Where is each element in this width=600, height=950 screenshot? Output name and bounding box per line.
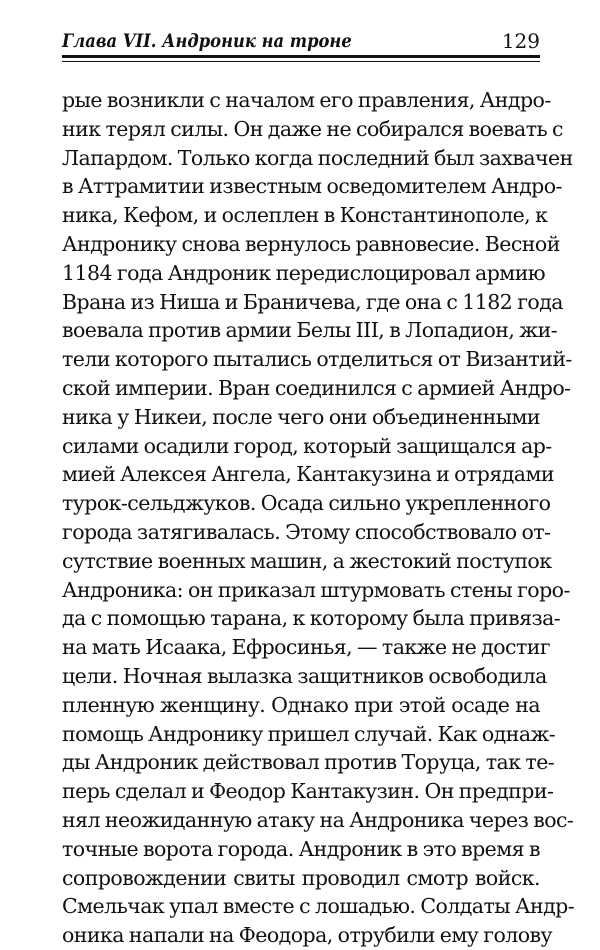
text-line: цели. Ночная вылазка защитников освободила	[62, 663, 547, 688]
text-line: Лапардом. Только когда последний был захвачен	[62, 145, 573, 170]
text-line: воевала против армии Белы III, в Лопадион, жи-	[62, 318, 558, 343]
text-line: нял неожиданную атаку на Андроника через вос-	[62, 807, 574, 832]
text-line: оника напали на Феодора, отрубили ему голову	[62, 923, 553, 948]
text-line: сутствие военных машин, а жестокий поступок	[62, 548, 552, 573]
text-line: турок-сельджуков. Осада сильно укрепленного	[62, 491, 551, 516]
text-line: в Аттрамитии известным осведомителем Андро-	[62, 174, 562, 199]
text-line: Врана из Ниша и Браничева, где она с 1182 года	[62, 289, 563, 314]
text-line: Смельчак упал вместе с лошадью. Солдаты Андр-	[62, 894, 575, 919]
text-line: пленную женщину. Однако при этой осаде на	[62, 692, 540, 717]
text-line: ник терял силы. Он даже не собирался воевать с	[62, 116, 563, 141]
text-line: мией Алексея Ангела, Кантакузина и отрядами	[62, 462, 554, 487]
text-line: точные ворота города. Андроник в это время в	[62, 836, 540, 861]
text-line: перь сделал и Феодор Кантакузин. Он предпри-	[62, 779, 554, 804]
running-head	[62, 28, 540, 54]
text-line: на мать Исаака, Ефросинья, — также не достиг	[62, 635, 551, 660]
text-line: 1184 года Андроник передислоцировал армию	[62, 260, 546, 285]
text-line: ды Андроник действовал против Торуца, так те-	[62, 750, 555, 775]
page-number: 129	[501, 29, 540, 53]
text-line: рые возникли с началом его правления, Андро-	[62, 88, 551, 112]
text-line: тели которого пытались отделиться от Византий-	[62, 347, 572, 372]
body-text	[62, 86, 575, 950]
text-line: да с помощью тарана, к которому была привяза-	[62, 606, 561, 631]
text-line: силами осадили город, который защищался ар-	[62, 433, 552, 458]
text-line: помощь Андронику пришел случай. Как однаж-	[62, 721, 556, 746]
text-line: ника у Никеи, после чего они объединенными	[62, 404, 540, 429]
text-line: ской империи. Вран соединился с армией Андро-	[62, 375, 571, 400]
text-line: Андронику снова вернулось равновесие. Весной	[62, 231, 560, 256]
text-line: города затягивалась. Этому способствовало от-	[62, 519, 551, 544]
text-line: сопровождении свиты проводил смотр войск.	[62, 865, 540, 890]
header-rule-thin	[62, 61, 540, 62]
text-line: ника, Кефом, и ослеплен в Константинополе, к	[62, 203, 548, 228]
text-line: Андроника: он приказал штурмовать стены горо-	[62, 577, 570, 602]
chapter-title: Глава VII. Андроник на троне	[62, 30, 352, 52]
header-rule-thick	[62, 55, 540, 58]
